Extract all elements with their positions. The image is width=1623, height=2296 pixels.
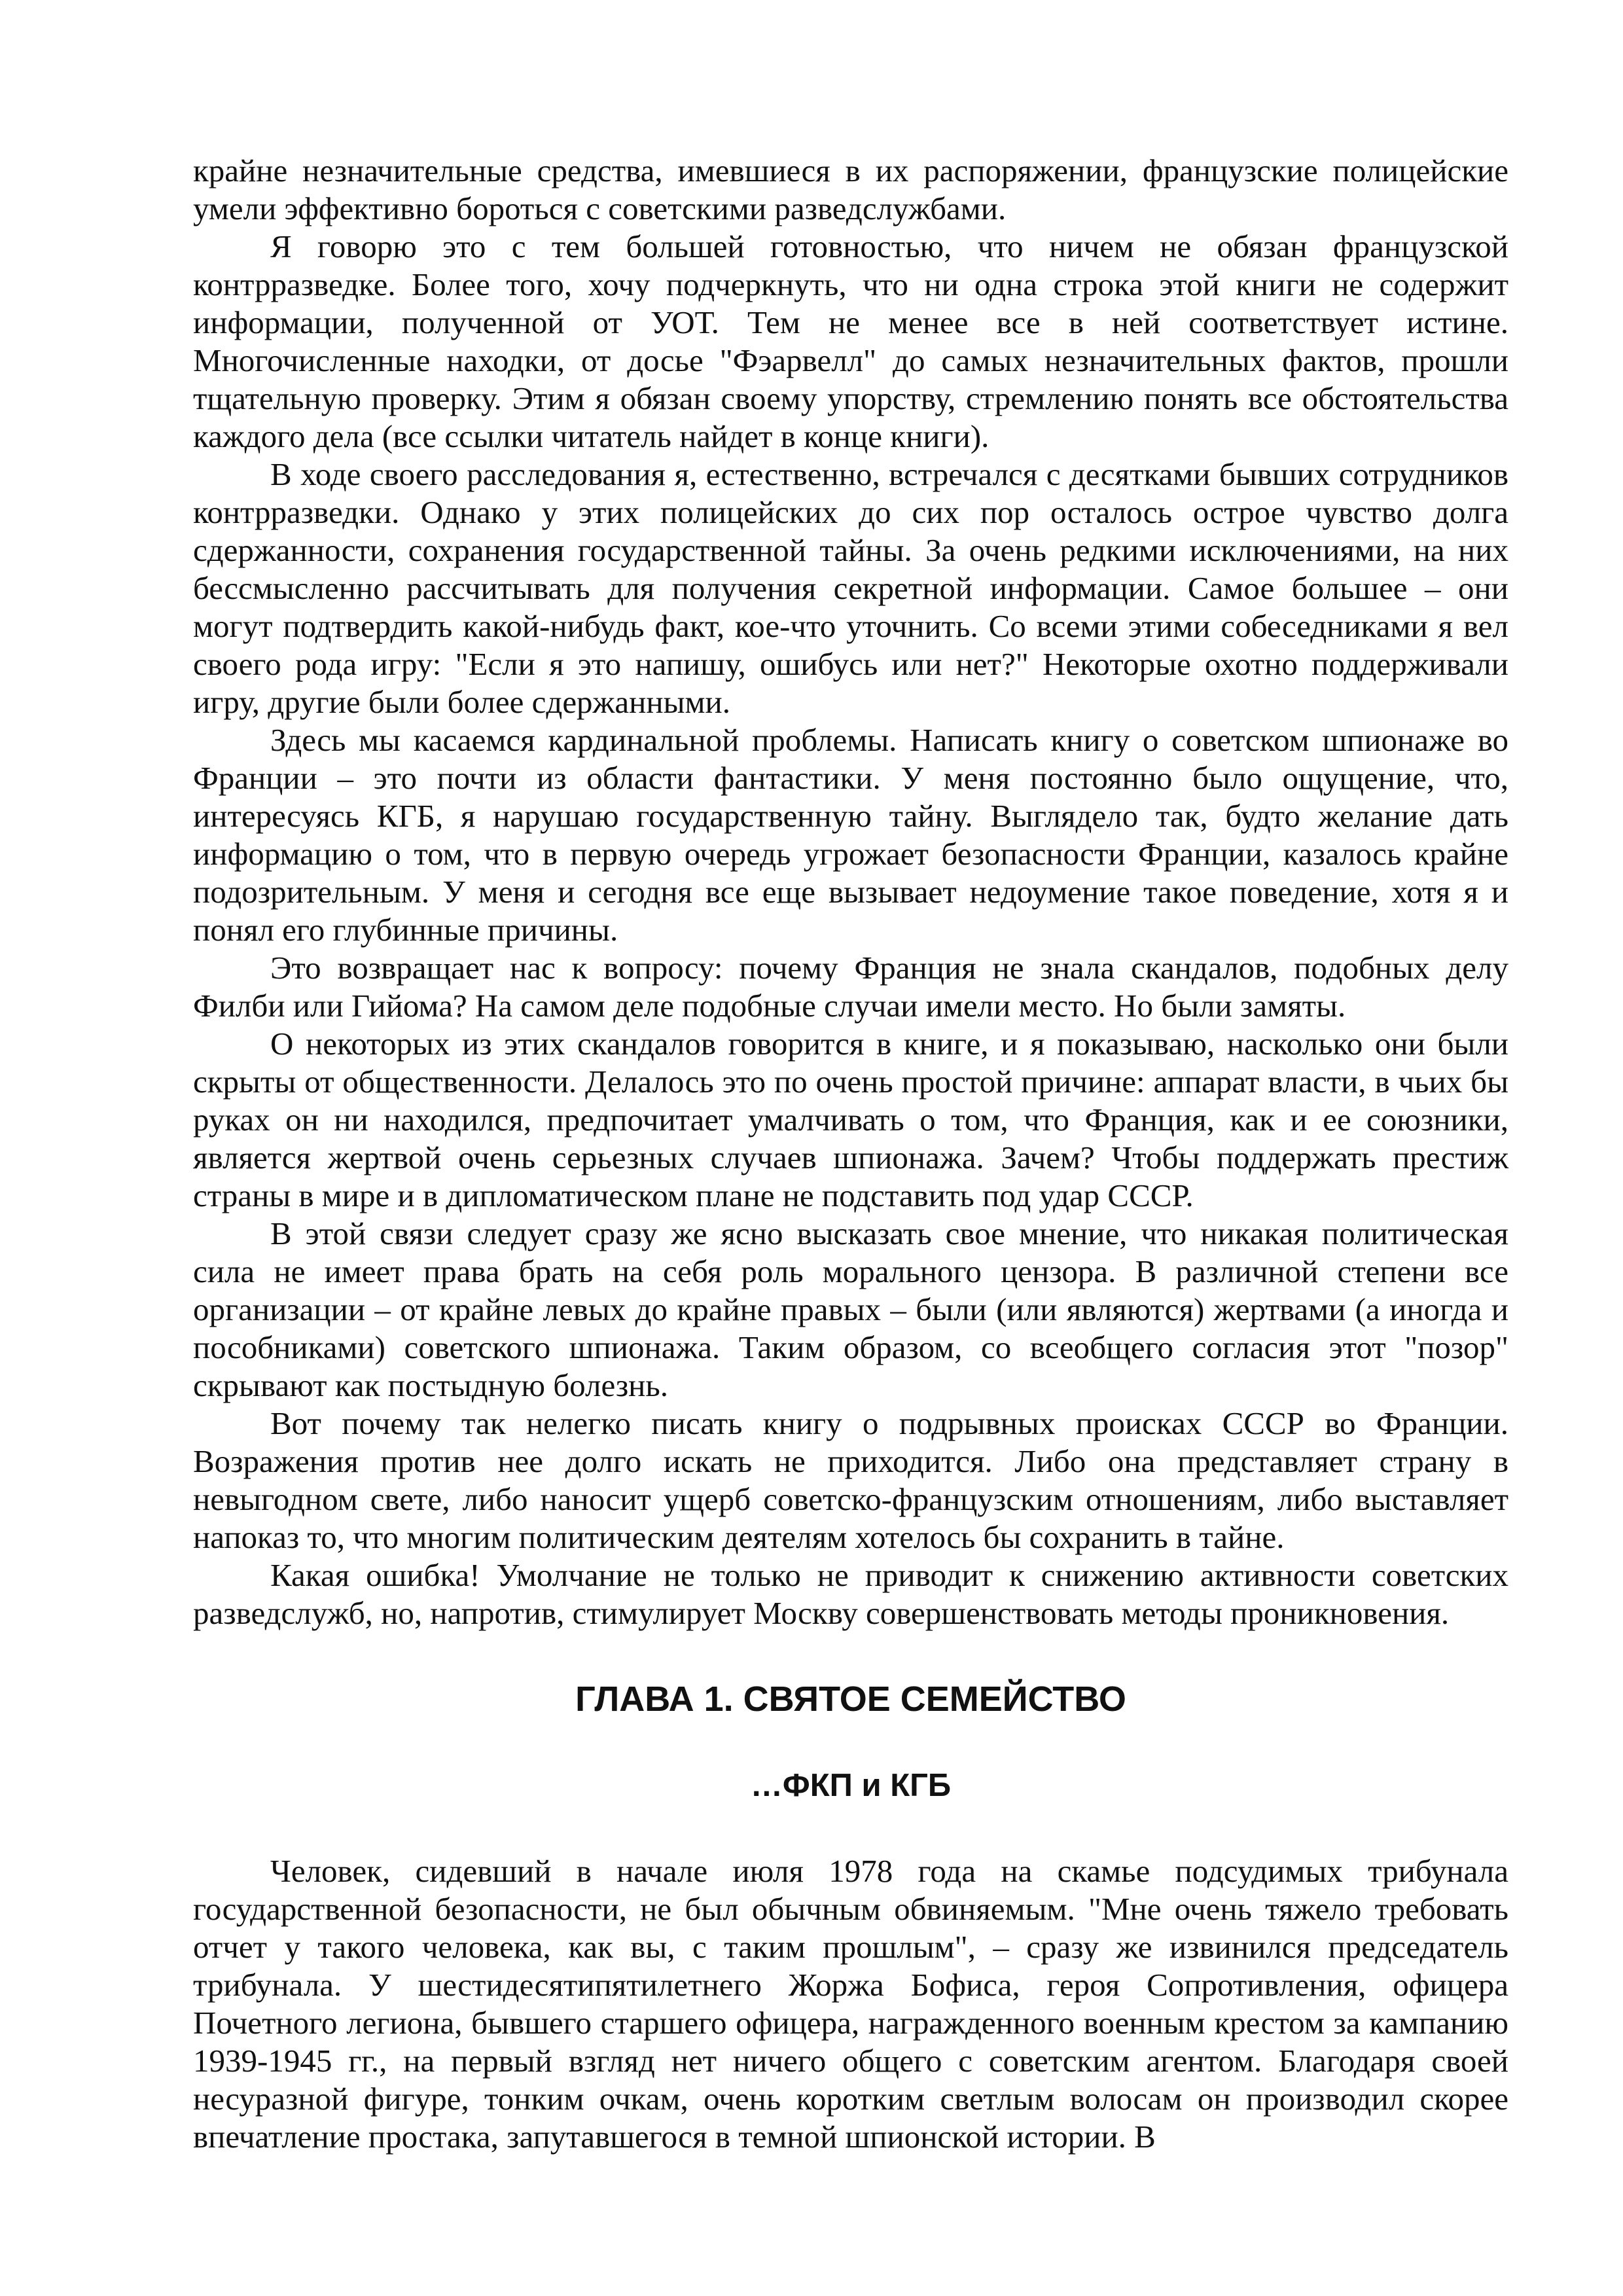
- paragraph: Какая ошибка! Умолчание не только не приводит к снижению активности советских разведслужб, но, напротив, стимулирует Москву совершенствовать методы проникновения.: [193, 1557, 1508, 1631]
- paragraph: В ходе своего расследования я, естественно, встречался с десятками бывших сотрудников контрразведки. Однако у этих полицейских до сих пор осталось острое чувство долга сдержанности, сохранения государственной тайны. За очень редкими исключениями, на них бессмысленно рассчитывать для получения секретной информации. Самое большее – они могут подтвердить какой-нибудь факт, кое-что уточнить. Со всеми этими собеседниками я вел своего рода игру: "Если я это напишу, ошибусь или нет?" Некоторые охотно поддерживали игру, другие были более сдержанными.: [193, 456, 1508, 720]
- paragraph: Это возвращает нас к вопросу: почему Франция не знала скандалов, подобных делу Филби или Гийома? На самом деле подобные случаи имели место. Но были замяты.: [193, 950, 1508, 1024]
- paragraph: Здесь мы касаемся кардинальной проблемы. Написать книгу о советском шпионаже во Франции – это почти из области фантастики. У меня постоянно было ощущение, что, интересуясь КГБ, я нарушаю государственную тайну. Выглядело так, будто желание дать информацию о том, что в первую очередь угрожает безопасности Франции, казалось крайне подозрительным. У меня и сегодня все еще вызывает недоумение такое поведение, хотя я и понял его глубинные причины.: [193, 722, 1508, 948]
- paragraph: В этой связи следует сразу же ясно высказать свое мнение, что никакая политическая сила не имеет права брать на себя роль морального цензора. В различной степени все организации – от крайне левых до крайне правых – были (или являются) жертвами (а иногда и пособниками) советского шпионажа. Таким образом, со всеобщего согласия этот "позор" скрывают как постыдную болезнь.: [193, 1215, 1508, 1403]
- paragraph: О некоторых из этих скандалов говорится в книге, и я показываю, насколько они были скрыты от общественности. Делалось это по очень простой причине: аппарат власти, в чьих бы руках он ни находился, предпочитает умалчивать о том, что Франция, как и ее союзники, является жертвой очень серьезных случаев шпионажа. Зачем? Чтобы поддержать престиж страны в мире и в дипломатическом плане не подставить под удар СССР.: [193, 1026, 1508, 1213]
- paragraph: Вот почему так нелегко писать книгу о подрывных происках СССР во Франции. Возражения против нее долго искать не приходится. Либо она представляет страну в невыгодном свете, либо наносит ущерб советско-французским отношениям, либо выставляет напоказ то, что многим политическим деятелям хотелось бы сохранить в тайне.: [193, 1405, 1508, 1555]
- paragraph-continuation: крайне незначительные средства, имевшиеся в их распоряжении, французские полицейские умели эффективно бороться с советскими разведслужбами.: [193, 152, 1508, 226]
- section-title: …ФКП и КГБ: [750, 1768, 952, 1803]
- paragraph: Человек, сидевший в начале июля 1978 года на скамье подсудимых трибунала государственной безопасности, не был обычным обвиняемым. "Мне очень тяжело требовать отчет у такого человека, как вы, с таким прошлым", – сразу же извинился председатель трибунала. У шестидесятипятилетнего Жоржа Бофиса, героя Сопротивления, офицера Почетного легиона, бывшего старшего офицера, награжденного военным крестом за кампанию 1939-1945 гг., на первый взгляд нет ничего общего с советским агентом. Благодаря своей несуразной фигуре, тонким очкам, очень коротким светлым волосам он производил скорее впечатление простака, запутавшегося в темной шпионской истории. В: [193, 1853, 1508, 2155]
- paragraph: Я говорю это с тем большей готовностью, что ничем не обязан французской контрразведке. Более того, хочу подчеркнуть, что ни одна строка этой книги не содержит информации, полученной от УОТ. Тем не менее все в ней соответствует истине. Многочисленные находки, от досье "Фэарвелл" до самых незначительных фактов, прошли тщательную проверку. Этим я обязан своему упорству, стремлению понять все обстоятельства каждого дела (все ссылки читатель найдет в конце книги).: [193, 228, 1508, 454]
- document-page: [193, 152, 1508, 2156]
- chapter-title: ГЛАВА 1. СВЯТОЕ СЕМЕЙСТВО: [575, 1679, 1126, 1719]
